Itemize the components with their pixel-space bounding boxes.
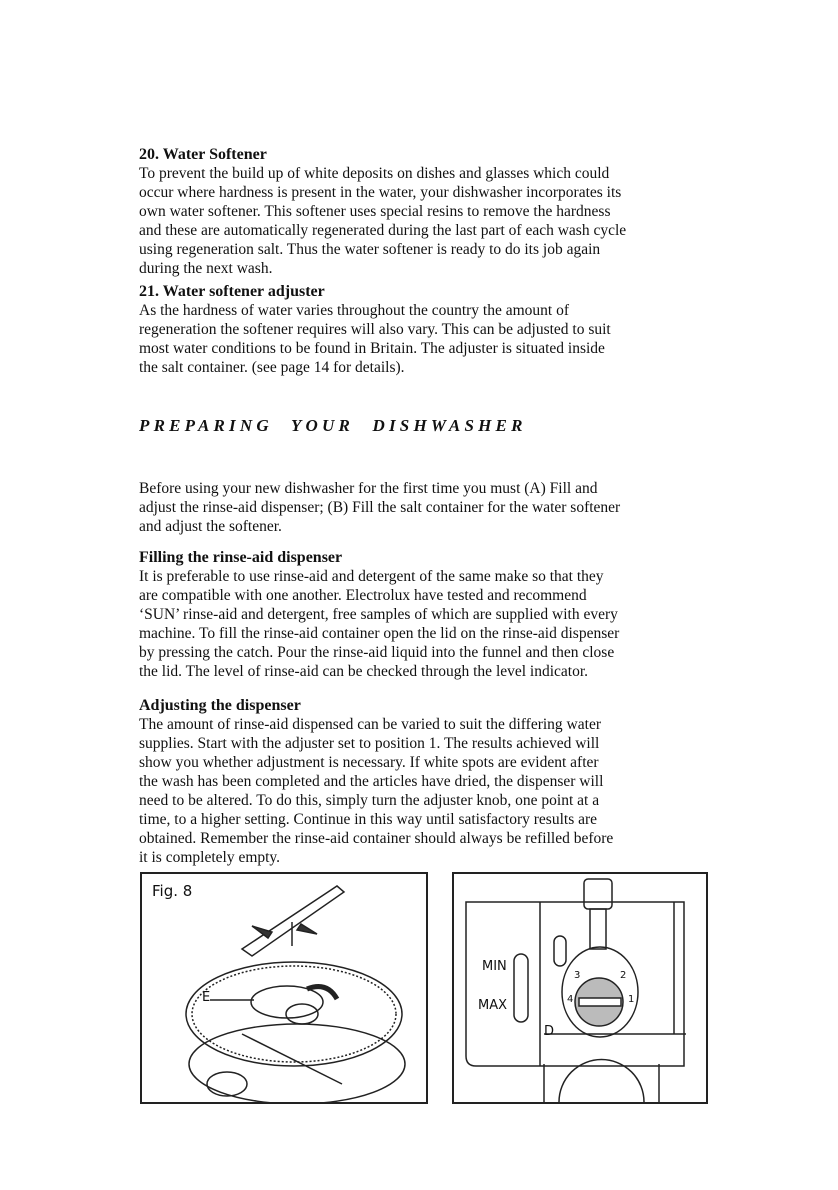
label-d: D xyxy=(544,1024,555,1039)
intro-paragraph xyxy=(139,479,719,536)
text-line: using regeneration salt. Thus the water softener is ready to do its job again xyxy=(139,241,601,258)
text-line: occur where hardness is present in the water, your dishwasher incorporates its xyxy=(139,184,622,201)
text-line: are compatible with one another. Electrolux have tested and recommend xyxy=(139,587,587,604)
text-line: time, to a higher setting. Continue in this way until satisfactory results are xyxy=(139,811,598,828)
text-line: supplies. Start with the adjuster set to position 1. The results achieved will xyxy=(139,735,600,752)
text-line: most water conditions to be found in Britain. The adjuster is situated inside xyxy=(139,340,605,357)
text-line: the wash has been completed and the articles have dried, the dispenser will xyxy=(139,773,604,790)
position-4: 4 xyxy=(567,994,574,1005)
figure-8-spray-arm xyxy=(140,872,428,1104)
text-line: need to be altered. To do this, simply turn the adjuster knob, one point at a xyxy=(139,792,600,809)
section-adjusting xyxy=(139,696,719,867)
dispenser-illustration xyxy=(454,874,706,1102)
text-line: and these are automatically regenerated during the last part of each wash cycle xyxy=(139,222,627,239)
text-line: It is preferable to use rinse-aid and detergent of the same make so that they xyxy=(139,568,604,585)
section-heading: Filling the rinse-aid dispenser xyxy=(139,549,343,566)
text-line: regeneration the softener requires will also vary. This can be adjusted to suit xyxy=(139,321,611,338)
text-line: The amount of rinse-aid dispensed can be varied to suit the differing water xyxy=(139,716,601,733)
position-1: 1 xyxy=(628,994,635,1005)
section-heading: Adjusting the dispenser xyxy=(139,697,301,714)
text-line: Before using your new dishwasher for the first time you must (A) Fill and xyxy=(139,480,598,497)
position-2: 2 xyxy=(620,970,627,981)
section-heading: 20. Water Softener xyxy=(139,146,267,163)
text-line: machine. To fill the rinse-aid container open the lid on the rinse-aid dispenser xyxy=(139,625,620,642)
section-water-softener xyxy=(139,145,719,278)
figure-rinse-aid-dispenser xyxy=(452,872,708,1104)
text-line: it is completely empty. xyxy=(139,849,281,866)
text-line: and adjust the softener. xyxy=(139,518,282,535)
position-3: 3 xyxy=(574,970,581,981)
text-line: the lid. The level of rinse-aid can be checked through the level indicator. xyxy=(139,663,589,680)
section-heading: 21. Water softener adjuster xyxy=(139,283,325,300)
text-line: To prevent the build up of white deposits on dishes and glasses which could xyxy=(139,165,610,182)
text-line: show you whether adjustment is necessary. If white spots are evident after xyxy=(139,754,599,771)
min-label: MIN xyxy=(482,959,507,974)
label-e: E xyxy=(202,990,211,1005)
spray-arm-illustration xyxy=(142,874,426,1102)
text-line: the salt container. (see page 14 for details). xyxy=(139,359,405,376)
section-softener-adjuster xyxy=(139,282,719,377)
text-line: own water softener. This softener uses special resins to remove the hardness xyxy=(139,203,611,220)
text-line: by pressing the catch. Pour the rinse-aid liquid into the funnel and then close xyxy=(139,644,615,661)
text-line: ‘SUN’ rinse-aid and detergent, free samples of which are supplied with every xyxy=(139,606,618,623)
text-line: adjust the rinse-aid dispenser; (B) Fill the salt container for the water softener xyxy=(139,499,621,516)
text-line: during the next wash. xyxy=(139,260,273,277)
section-filling xyxy=(139,548,719,681)
text-line: As the hardness of water varies throughout the country the amount of xyxy=(139,302,570,319)
chapter-title: PREPARING YOUR DISHWASHER xyxy=(139,416,527,435)
max-label: MAX xyxy=(478,998,508,1013)
text-line: obtained. Remember the rinse-aid container should always be refilled before xyxy=(139,830,614,847)
figure-label: Fig. 8 xyxy=(152,882,193,900)
